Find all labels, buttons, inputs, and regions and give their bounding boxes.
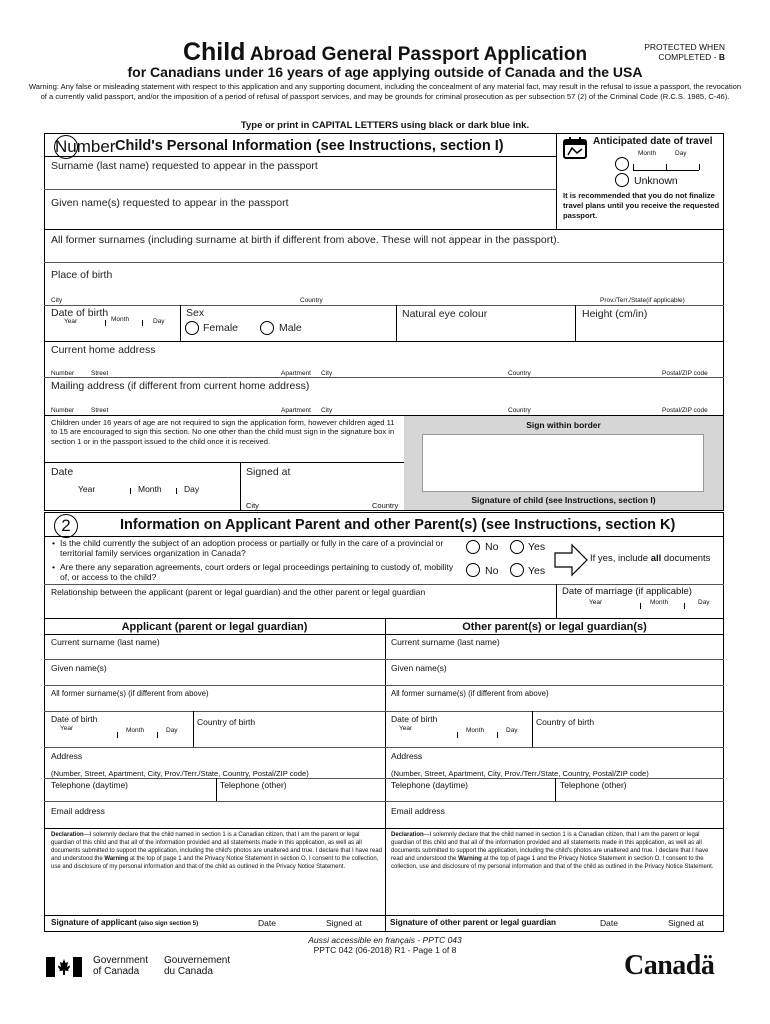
pob-prov-label: Prov./Terr./State(if applicable) (600, 297, 685, 304)
section1-title-rule (44, 156, 556, 157)
q2-no-radio[interactable] (466, 563, 480, 577)
travel-tick-1 (633, 164, 634, 170)
mail-country-label: Country (508, 407, 531, 414)
travel-tick-3 (699, 164, 700, 170)
mailing-address-label: Mailing address (if different from current home address) (51, 380, 310, 392)
protected-b: B (718, 52, 725, 63)
child-signature-panel (404, 416, 723, 510)
applicant-address-field[interactable] (44, 778, 385, 779)
section2-title-rule (44, 536, 724, 537)
applicant-dob-month: Month (126, 727, 145, 734)
q1-adoption: Is the child currently the subject of an adoption process or partially or fully in the care of a provincial or territorial family services organization in Canada? (60, 538, 444, 558)
other-given-field[interactable] (385, 685, 724, 686)
other-tel-day-label: Telephone (daytime) (391, 780, 469, 790)
applicant-tel-divider (216, 778, 217, 801)
gov-en-line1: Government (93, 955, 149, 966)
q1-no-label: No (485, 541, 499, 553)
applicant-decl-word: Declaration (51, 832, 84, 838)
sign-within-border: Sign within border (526, 420, 601, 430)
other-dob-year: Year (399, 725, 413, 732)
applicant-former-field[interactable] (44, 711, 385, 712)
child-signed-at-label: Signed at (246, 466, 291, 478)
other-dob-month: Month (466, 727, 485, 734)
applicant-tel-field[interactable] (44, 801, 385, 802)
sex-label: Sex (186, 307, 205, 319)
signature-rule[interactable] (44, 915, 724, 916)
marriage-day: Day (698, 599, 710, 606)
questions-rule (44, 584, 724, 585)
marriage-tick-1 (640, 603, 641, 609)
home-address-field[interactable] (44, 377, 724, 378)
gov-en-line2: of Canada (93, 965, 140, 977)
applicant-email-label: Email address (51, 806, 105, 816)
home-apt-label: Apartment (281, 370, 311, 377)
other-dob-label: Date of birth (391, 714, 438, 724)
q2-yes-label: Yes (528, 565, 546, 577)
protected-notice (620, 42, 725, 62)
eye-colour-label: Natural eye colour (402, 308, 488, 320)
government-fr (164, 956, 230, 977)
applicant-dob-field[interactable] (44, 747, 385, 748)
other-decl-warning: Warning (458, 856, 482, 863)
other-sig-date: Date (600, 918, 618, 928)
child-signature-label: Signature of child (see Instructions, section I) (471, 495, 656, 505)
travel-unknown-label: Unknown (634, 175, 678, 187)
other-dob-tick-2 (497, 732, 498, 738)
if-yes-include: If yes, include all documents (590, 553, 711, 564)
travel-divider (556, 133, 557, 229)
given-name-field[interactable] (44, 229, 724, 230)
other-sig-signed-at: Signed at (668, 918, 704, 928)
canada-flag-icon (46, 957, 82, 977)
applicant-tel-day-label: Telephone (daytime) (51, 780, 129, 790)
warning-text: Warning: Any false or misleading statement with respect to this application and any supporting document, including the concealment of any material fact, may result in the refusal to issue a passport, the revocation of a currently valid passport, and/or the imposition of a period of refusal of passport services, and may be grounds for criminal prosecution as per subsection 57 (2) of the Criminal Code (R.C.S. 1985, C-46). (28, 82, 742, 101)
former-surnames-label: All former surnames (including surname at birth if different from above. These will not appear in the passport). (51, 234, 560, 246)
other-decl-word: Declaration (391, 832, 424, 838)
dob-label: Date of birth (51, 307, 109, 319)
other-tel-other-label: Telephone (other) (560, 780, 627, 790)
applicant-address-label: Address (51, 751, 83, 761)
applicant-surname-label: Current surname (last name) (51, 637, 160, 647)
place-of-birth-field[interactable] (44, 305, 724, 306)
gov-fr-line1: Gouvernement (164, 955, 231, 966)
calendar-icon (563, 137, 587, 159)
child-date-label: Date (51, 466, 74, 478)
applicant-declaration: Declaration—I solemnly declare that the child named in section 1 is a Canadian citizen, that I am the parent or legal guardian of this child and that all of the information provided and all statements made in this application, as well as all documents submitted to support the application, including the child's photos are unaltered and true. I declare that I have read and understood the Warning at the top of page 1 and the Privacy Notice Statement in section O. I consent to the collection, use and disclosure of my personal information and that of the child as outlined in the Privacy Notice Statement. (51, 832, 383, 871)
other-surname-field[interactable] (385, 659, 724, 660)
other-former-field[interactable] (385, 711, 724, 712)
mail-apt-label: Apartment (281, 407, 311, 414)
child-sign-note: Children under 16 years of age are not required to sign the application form, however children aged 11 to 15 are encouraged to sign this section. No one other than the child must sign in the signature box in section 1 or in the passport issued to the child once it is received. (51, 418, 395, 446)
relationship-rule (44, 618, 724, 619)
applicant-tel-other-label: Telephone (other) (220, 780, 287, 790)
other-signature-label: Signature of other parent or legal guardian (390, 918, 557, 927)
eye-height-divider (575, 305, 576, 341)
column-divider (385, 618, 386, 932)
applicant-address-format: (Number, Street, Apartment, City, Prov./Terr./State, Country, Postal/ZIP code) (51, 769, 309, 778)
q2-yes-radio[interactable] (510, 563, 524, 577)
other-given-label: Given name(s) (391, 663, 447, 673)
q1-yes-radio[interactable] (510, 540, 524, 554)
q1-yes-label: Yes (528, 541, 546, 553)
applicant-dob-tick-1 (117, 732, 118, 738)
applicant-dob-label: Date of birth (51, 714, 98, 724)
home-city-label: City (321, 370, 333, 377)
sex-female-label: Female (203, 322, 239, 334)
other-dob-field[interactable] (385, 747, 724, 748)
applicant-cob-label: Country of birth (197, 717, 256, 727)
sex-eye-divider (396, 305, 397, 341)
section2-title: Information on Applicant Parent and other Parent(s) (see Instructions, section K) (120, 517, 676, 533)
child-signature-box[interactable] (422, 434, 704, 492)
date-signedat-divider (240, 462, 241, 511)
travel-date-field[interactable] (633, 170, 699, 171)
other-address-label: Address (391, 751, 423, 761)
dob-month-label: Month (111, 316, 130, 323)
other-address-format: (Number, Street, Apartment, City, Prov./Terr./State, Country, Postal/ZIP code) (391, 769, 649, 778)
applicant-heading: Applicant (parent or legal guardian) (121, 621, 308, 633)
applicant-surname-field[interactable] (44, 659, 385, 660)
marriage-label: Date of marriage (if applicable) (562, 586, 692, 597)
other-email-label: Email address (391, 806, 445, 816)
travel-day-label: Day (675, 150, 687, 157)
other-dob-day: Day (506, 727, 518, 734)
mail-city-label: City (321, 407, 333, 414)
child-date-tick-2 (176, 488, 177, 494)
protected-line2: COMPLETED - B (658, 52, 725, 63)
marriage-month: Month (650, 599, 669, 606)
section1-title: Child's Personal Information (see Instructions, section I) (115, 138, 504, 154)
marriage-divider (556, 584, 557, 618)
marriage-year: Year (589, 599, 603, 606)
arrow-right-icon (554, 543, 588, 577)
protected-line1: PROTECTED WHEN (644, 42, 725, 52)
q1-bullet: • (52, 538, 55, 548)
form-code: PPTC 042 (06-2018) R1 - Page 1 of 8 (313, 945, 457, 955)
applicant-given-label: Given name(s) (51, 663, 107, 673)
dob-sex-divider (180, 305, 181, 341)
french-availability: Aussi accessible en français - PPTC 043 (308, 935, 462, 945)
title-rest: Abroad General Passport Application (249, 44, 588, 65)
applicant-dob-divider (193, 711, 194, 747)
dob-tick-1 (105, 320, 106, 326)
mail-number-label: Number (51, 407, 75, 414)
applicant-former-label: All former surname(s) (if different from above) (51, 689, 209, 698)
applicant-sig-signed-at: Signed at (326, 918, 362, 928)
gov-fr-line2: du Canada (164, 965, 213, 977)
applicant-dob-day: Day (166, 727, 178, 734)
canada-wordmark: Canadä (624, 950, 715, 981)
dob-row-rule (44, 341, 724, 342)
q2-bullet: • (52, 562, 55, 572)
home-address-label: Current home address (51, 344, 156, 356)
home-number-label: Number (51, 370, 75, 377)
applicant-sig-date: Date (258, 918, 276, 928)
section1-number: Number (54, 135, 78, 159)
q2-no-label: No (485, 565, 499, 577)
signed-at-country: Country (372, 501, 399, 510)
travel-unknown-radio[interactable] (615, 173, 629, 187)
applicant-signature-label: Signature of applicant (also sign section 5) (51, 918, 199, 927)
mail-postal-label: Postal/ZIP code (662, 407, 708, 414)
other-parent-heading: Other parent(s) or legal guardian(s) (462, 621, 647, 633)
child-date-month: Month (138, 484, 162, 494)
column-head-rule (44, 634, 724, 635)
other-dob-divider (532, 711, 533, 747)
travel-tick-2 (666, 164, 667, 170)
child-date-year: Year (78, 484, 96, 494)
form-subtitle: for Canadians under 16 years of age applying outside of Canada and the USA (127, 64, 643, 80)
government-en (93, 956, 148, 977)
relationship-label: Relationship between the applicant (parent or legal guardian) and the other parent or legal guardian (51, 587, 426, 597)
dob-tick-2 (142, 320, 143, 326)
surname-field[interactable] (44, 189, 556, 190)
applicant-decl-warning: Warning (104, 856, 129, 863)
sex-male-label: Male (279, 322, 302, 334)
applicant-dob-year: Year (60, 725, 74, 732)
other-former-label: All former surname(s) (if different from above) (391, 689, 549, 698)
pob-city-label: City (51, 297, 63, 304)
home-street-label: Street (91, 370, 109, 377)
former-surnames-field[interactable] (44, 262, 724, 263)
title-child: Child (182, 38, 246, 66)
given-name-label: Given name(s) requested to appear in the passport (51, 197, 289, 209)
sex-male-radio[interactable] (260, 321, 274, 335)
q1-no-radio[interactable] (466, 540, 480, 554)
other-surname-label: Current surname (last name) (391, 637, 500, 647)
other-declaration: Declaration—I solemnly declare that the child named in section 1 is a Canadian citizen, that I am the parent or legal guardian of this child and that all of the information provided and all statements made in this application, as well as all documents submitted to support the application, including the child's photos are unaltered and true. I declare that I have read and understood the Warning at the top of page 1 and the Privacy Notice Statement in section O. I consent to the collection, use and disclosure of my personal information and that of the child as outlined in the Privacy Notice Statement. (391, 832, 714, 871)
section2-number: 2 (54, 514, 78, 538)
travel-date-radio[interactable] (615, 157, 629, 171)
also-sign-note: (also sign section 5) (136, 920, 199, 927)
surname-label: Surname (last name) requested to appear in the passport (51, 160, 318, 172)
home-postal-label: Postal/ZIP code (662, 370, 708, 377)
pob-country-label: Country (300, 297, 323, 304)
place-of-birth-label: Place of birth (51, 269, 113, 281)
travel-title: Anticipated date of travel (593, 136, 713, 147)
other-tel-divider (555, 778, 556, 801)
sign-note-rule (44, 462, 404, 463)
other-tel-field[interactable] (385, 801, 724, 802)
marriage-tick-2 (684, 603, 685, 609)
height-label: Height (cm/in) (582, 308, 648, 320)
travel-month-label: Month (638, 150, 657, 157)
applicant-dob-tick-2 (157, 732, 158, 738)
child-date-day: Day (184, 484, 200, 494)
travel-note: It is recommended that you do not finalize travel plans until you receive the requested passport. (563, 191, 720, 220)
email-rule (44, 828, 724, 829)
other-dob-tick-1 (457, 732, 458, 738)
other-cob-label: Country of birth (536, 717, 595, 727)
if-yes-all: all (650, 553, 662, 564)
sex-female-radio[interactable] (185, 321, 199, 335)
q2-custody: Are there any separation agreements, court orders or legal proceedings pertaining to custody of, mobility of, or access to the child? (60, 562, 454, 582)
applicant-given-field[interactable] (44, 685, 385, 686)
child-date-tick-1 (130, 488, 131, 494)
home-country-label: Country (508, 370, 531, 377)
dob-day-label: Day (153, 318, 165, 325)
ink-instruction: Type or print in CAPITAL LETTERS using black or dark blue ink. (240, 120, 530, 131)
mail-street-label: Street (91, 407, 109, 414)
dob-year-label: Year (64, 318, 78, 325)
signed-at-city: City (246, 501, 259, 510)
